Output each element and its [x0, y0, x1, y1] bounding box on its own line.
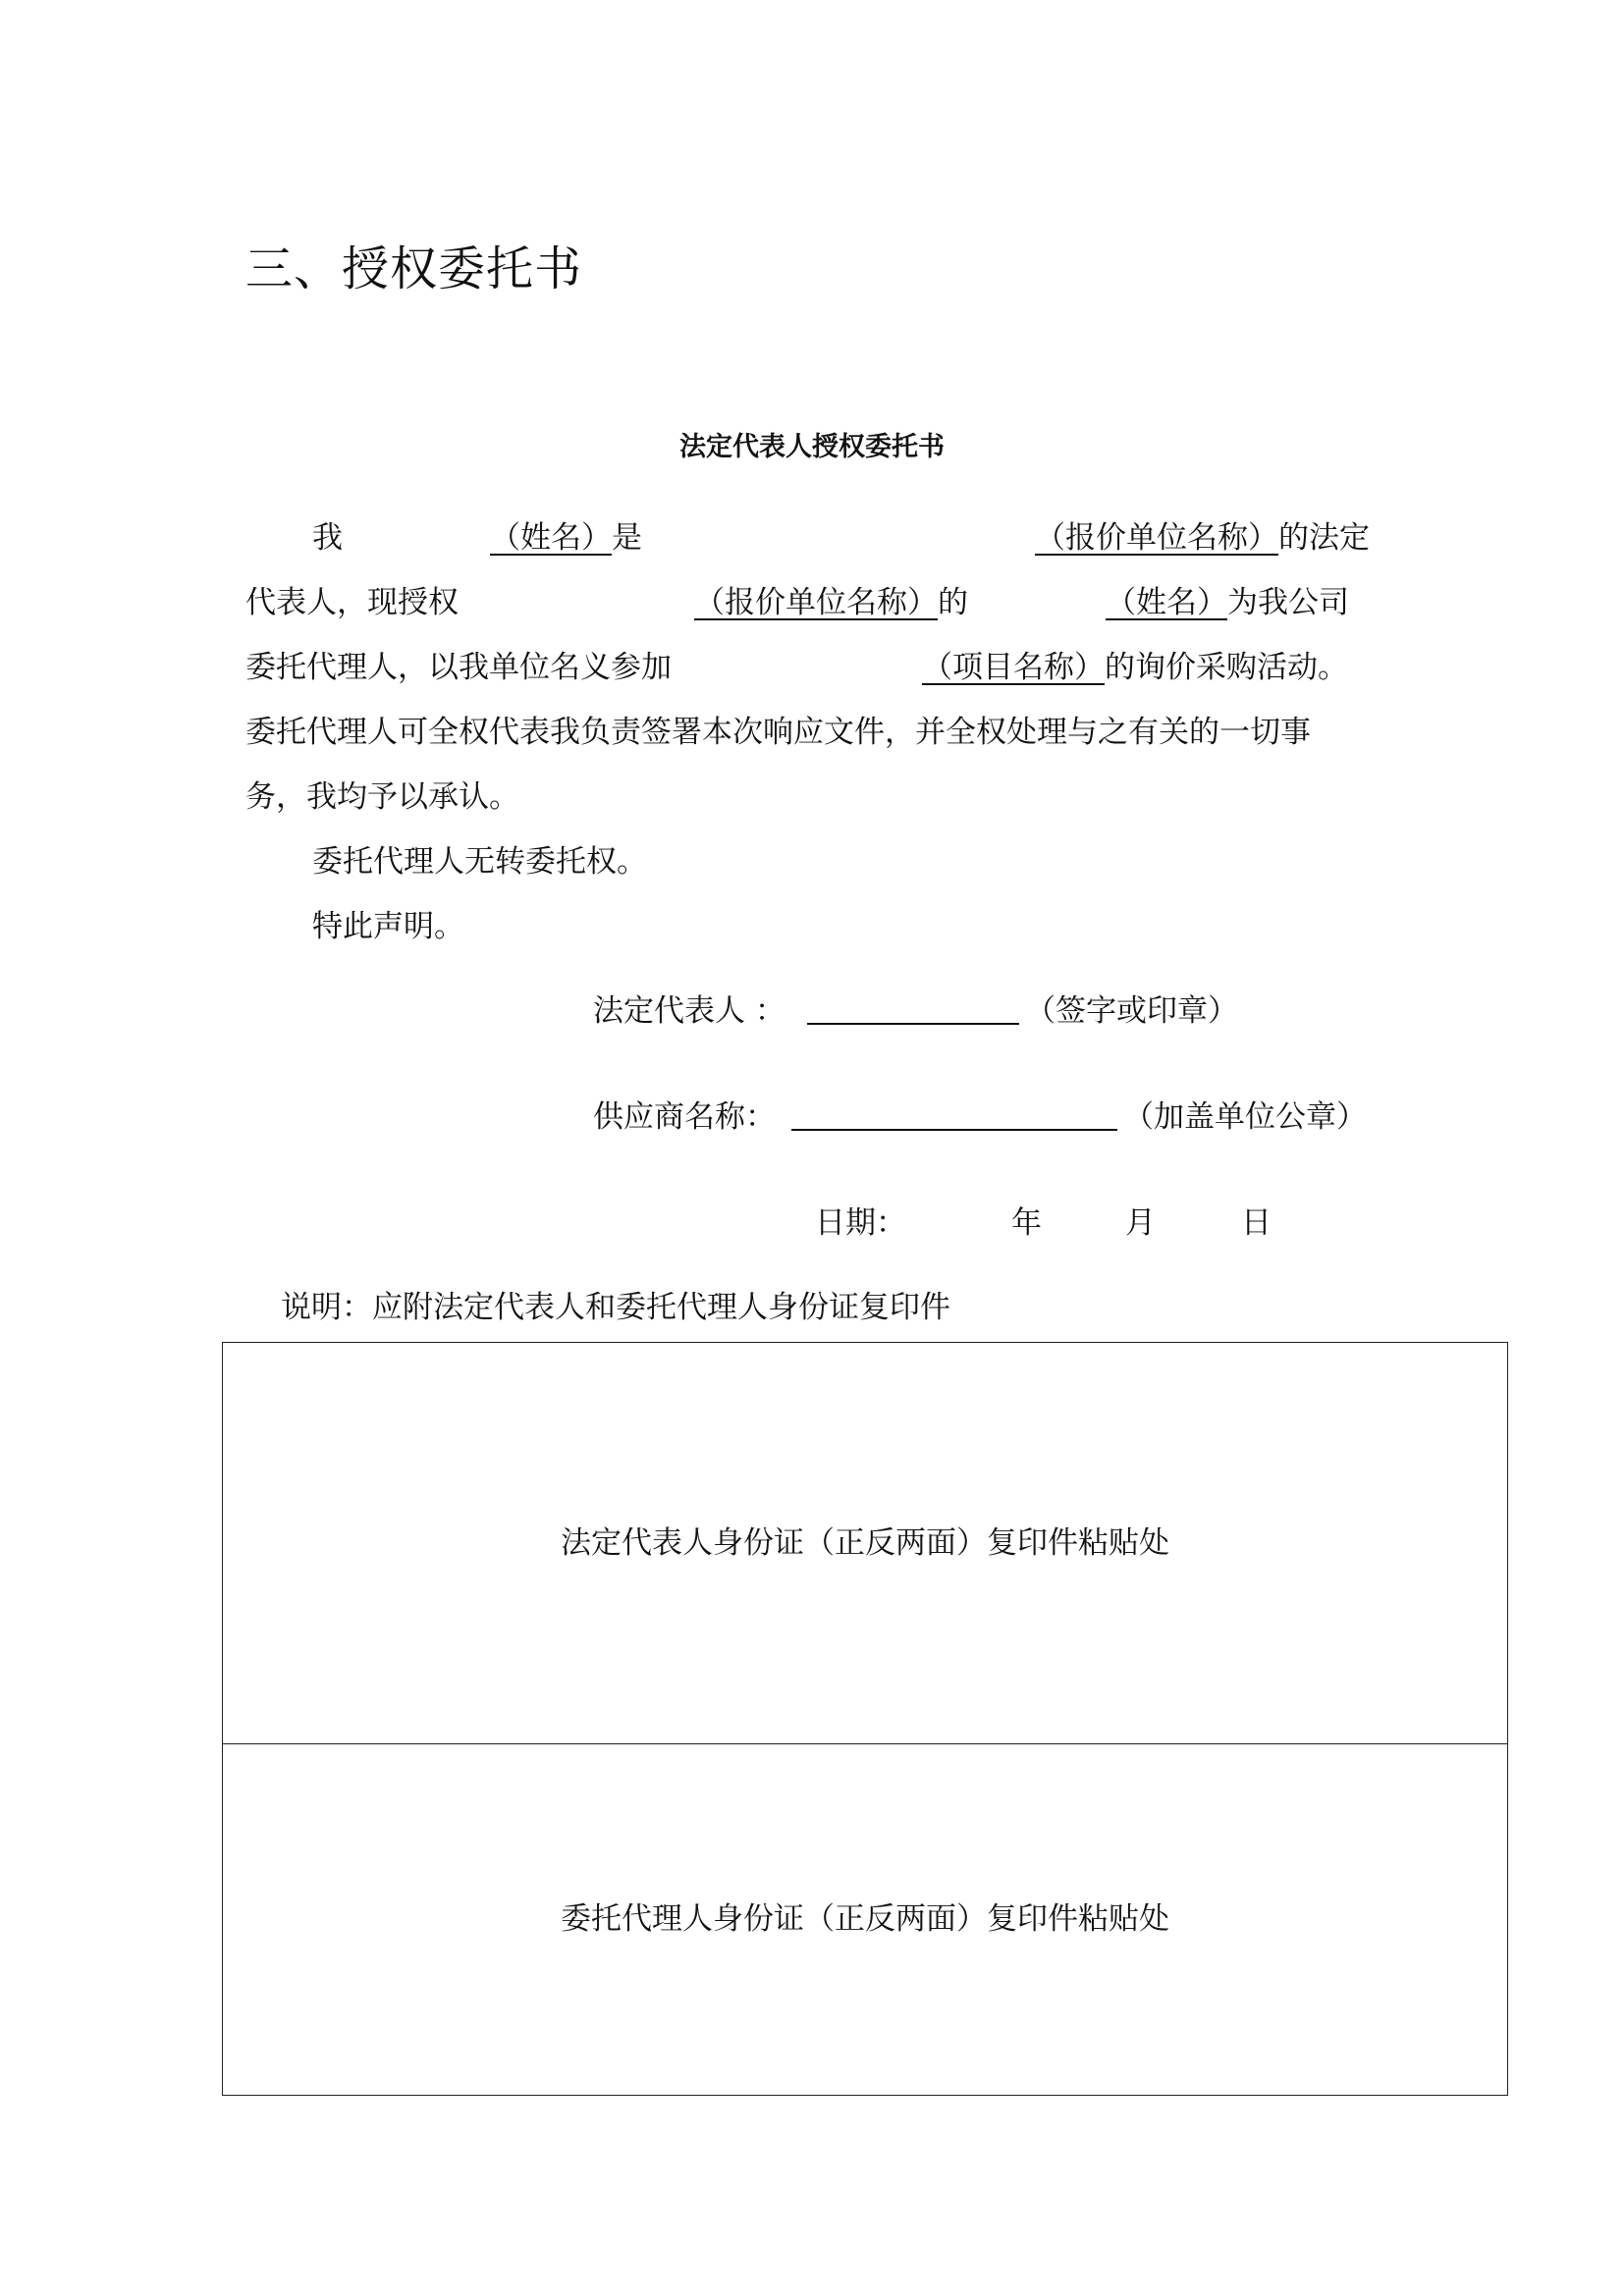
text-legal: 的法定 — [1278, 520, 1370, 556]
text-rep-authorize: 代表人，现授权 — [245, 585, 459, 620]
text-of: 的 — [938, 585, 968, 620]
name-blank-2 — [968, 585, 1227, 620]
name-hint-1: （姓名） — [490, 520, 612, 556]
unit-blank-2 — [459, 585, 938, 620]
legal-rep-signature-line — [807, 1023, 1019, 1025]
supplier-note: （加盖单位公章） — [1123, 1099, 1367, 1135]
project-hint: （项目名称） — [922, 650, 1105, 685]
legal-rep-id-paste-box — [222, 1342, 1508, 1744]
supplier-signature-line — [791, 1129, 1117, 1131]
legal-rep-note: （签字或印章） — [1025, 993, 1238, 1029]
body-paragraph-no-subdelegation: 委托代理人无转委托权。 — [312, 844, 647, 880]
section-heading: 三、授权委托书 — [245, 241, 583, 296]
body-line-2 — [245, 581, 1349, 624]
project-blank — [672, 650, 1105, 685]
text-is: 是 — [612, 520, 642, 556]
date-month: 月 — [1125, 1205, 1156, 1241]
text-for-company: 为我公司 — [1227, 585, 1349, 620]
document-title: 法定代表人授权委托书 — [679, 432, 945, 462]
body-line-4: 委托代理人可全权代表我负责签署本次响应文件，并全权处理与之有关的一切事 — [245, 715, 1311, 750]
agent-id-paste-box — [222, 1743, 1508, 2096]
date-label: 日期： — [815, 1205, 906, 1241]
body-line-3 — [245, 646, 1348, 689]
text-agent-participate: 委托代理人，以我单位名义参加 — [245, 650, 672, 685]
body-line-1 — [312, 516, 1370, 560]
unit-hint-1: （报价单位名称） — [1035, 520, 1278, 556]
body-paragraph-declaration: 特此声明。 — [312, 909, 464, 944]
unit-hint-2: （报价单位名称） — [694, 585, 938, 620]
supplier-label: 供应商名称： — [593, 1099, 776, 1135]
date-year: 年 — [1011, 1205, 1042, 1241]
name-blank-1 — [343, 520, 612, 556]
name-hint-2: （姓名） — [1106, 585, 1227, 620]
unit-blank-1 — [642, 520, 1278, 556]
text-procurement: 的询价采购活动。 — [1105, 650, 1348, 685]
text-i: 我 — [312, 520, 343, 556]
body-line-5: 务，我均予以承认。 — [245, 779, 519, 815]
legal-rep-id-label: 法定代表人身份证（正反两面）复印件粘贴处 — [561, 1525, 1169, 1561]
agent-id-label: 委托代理人身份证（正反两面）复印件粘贴处 — [561, 1901, 1169, 1937]
legal-rep-label: 法定代表人 ： — [593, 993, 785, 1029]
date-day: 日 — [1241, 1205, 1272, 1241]
note-text: 说明：应附法定代表人和委托代理人身份证复印件 — [281, 1290, 950, 1325]
